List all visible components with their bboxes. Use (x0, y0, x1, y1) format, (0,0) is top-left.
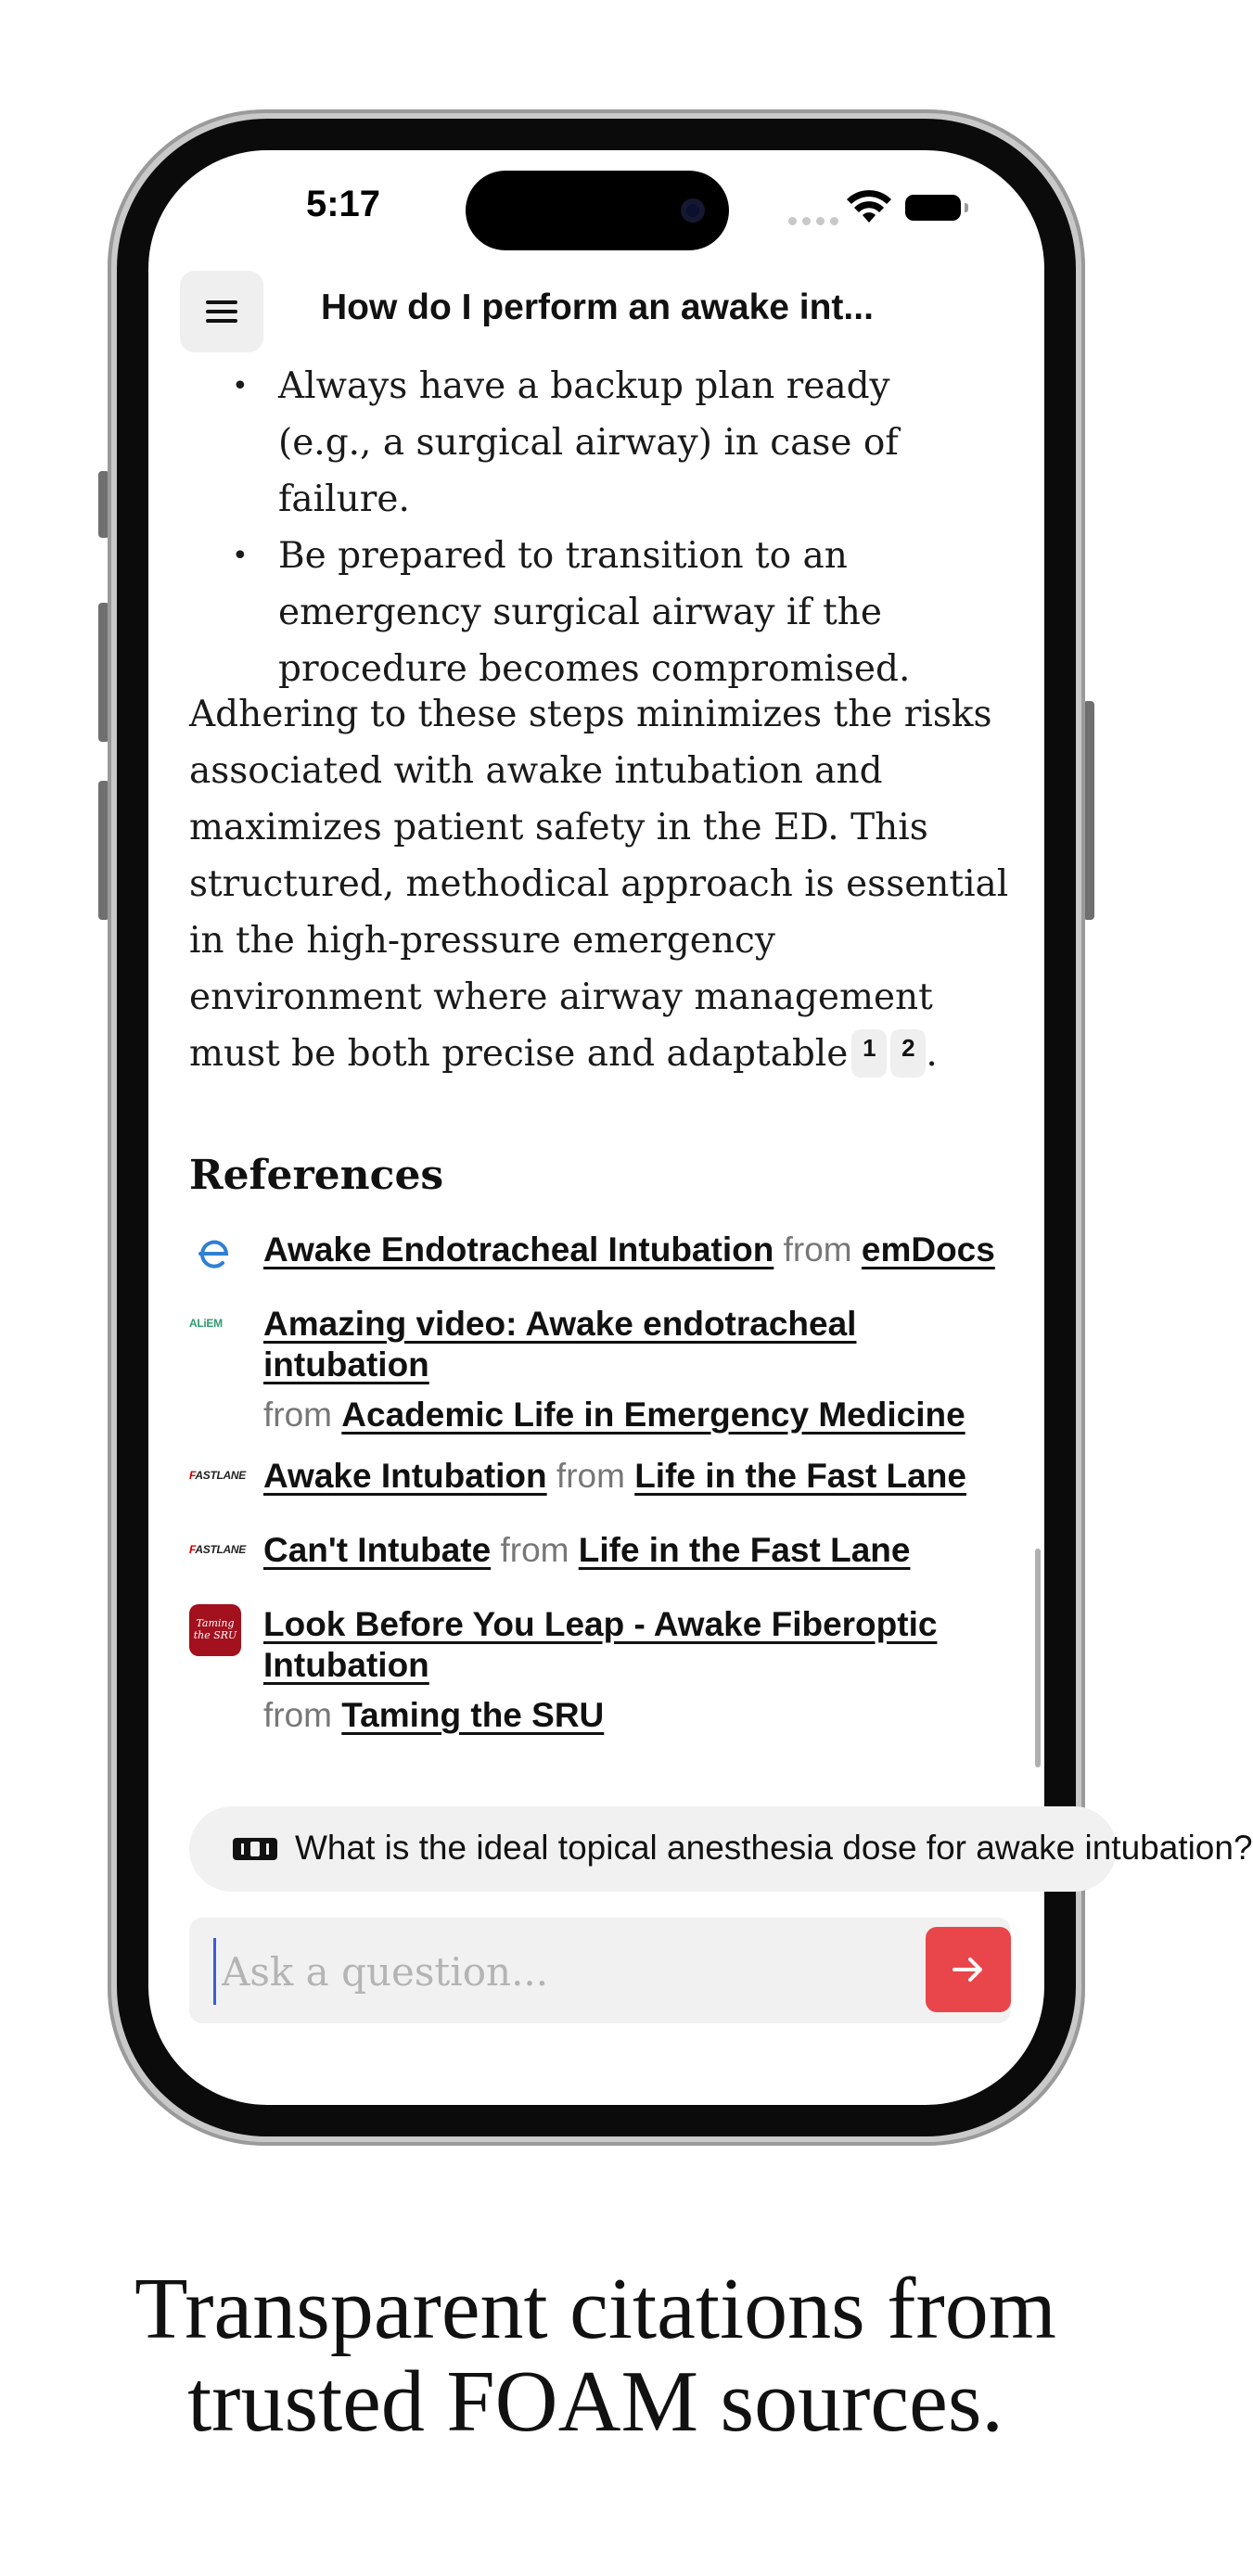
reference-source-link[interactable]: Taming the SRU (341, 1696, 605, 1734)
bullet-text: Be prepared to transition to an emergency surgical airway if the procedure becomes compromised. (278, 535, 911, 690)
aliem-logo-text: ALiEM (189, 1317, 223, 1330)
reference-title-link[interactable]: Can't Intubate (263, 1531, 492, 1569)
bullet-dot-icon: • (232, 370, 249, 402)
sru-logo-text: Taming the SRU (193, 1617, 237, 1641)
dynamic-island (466, 171, 729, 250)
answer-paragraph (189, 686, 1015, 1082)
reference-source-link[interactable]: emDocs (861, 1231, 995, 1269)
citation-badge-2[interactable]: 2 (890, 1029, 926, 1078)
front-camera (681, 198, 705, 223)
ask-question-input[interactable] (213, 1938, 928, 2005)
reference-source-link[interactable]: Life in the Fast Lane (634, 1457, 966, 1495)
life-in-the-fast-lane-logo-icon (189, 1530, 246, 1582)
from-label: from (263, 1696, 332, 1734)
menu-button[interactable] (180, 271, 263, 352)
from-label: from (556, 1457, 625, 1495)
life-in-the-fast-lane-logo-icon (189, 1456, 246, 1508)
question-cards-icon (232, 1836, 278, 1862)
aliem-logo-icon (189, 1304, 241, 1356)
bullet-dot-icon: • (232, 540, 249, 572)
answer-bullet-list (232, 358, 992, 697)
cellular-signal-icon (788, 213, 844, 230)
scroll-indicator[interactable] (1035, 1549, 1041, 1767)
phone-screen (148, 150, 1253, 2105)
bullet-text: Always have a backup plan ready (e.g., a surgical airway) in case of failure. (278, 365, 899, 520)
caption-line-1: Transparent citations from (134, 2261, 1056, 2357)
marketing-caption (0, 2263, 1191, 2448)
citation-badge-1[interactable]: 1 (851, 1029, 887, 1078)
suggestion-text: What is the ideal topical anesthesia dose for awake intubation? (295, 1829, 1253, 1867)
reference-title-link[interactable]: Look Before You Leap - Awake Fiberoptic Intubation (263, 1605, 938, 1684)
reference-source-link[interactable]: Academic Life in Emergency Medicine (341, 1396, 965, 1434)
references-heading: References (189, 1152, 444, 1199)
bullet-item (232, 358, 992, 528)
status-time: 5:17 (305, 184, 381, 224)
caption-line-2: trusted FOAM sources. (187, 2353, 1004, 2450)
reference-title-link[interactable]: Amazing video: Awake endotracheal intubation (263, 1305, 857, 1384)
wifi-icon (846, 189, 892, 226)
ask-bar (189, 1918, 1011, 2023)
battery-icon (905, 195, 961, 221)
suggested-question-chip[interactable] (189, 1806, 1253, 1892)
lifl-logo-text: FASTLANE (189, 1469, 246, 1482)
bullet-item (232, 528, 992, 697)
from-label: from (263, 1396, 332, 1434)
emdocs-logo-icon (189, 1228, 241, 1280)
reference-title-link[interactable]: Awake Intubation (263, 1457, 547, 1495)
lifl-logo-text: FASTLANE (189, 1543, 246, 1556)
reference-source-link[interactable]: Life in the Fast Lane (578, 1531, 911, 1569)
reference-title-link[interactable]: Awake Endotracheal Intubation (263, 1231, 774, 1269)
arrow-right-icon (951, 1952, 986, 1987)
from-label: from (500, 1531, 569, 1569)
taming-the-sru-logo-icon (189, 1604, 241, 1656)
paragraph-period: . (926, 1033, 938, 1075)
from-label: from (783, 1231, 852, 1269)
paragraph-text: Adhering to these steps minimizes the risks associated with awake intubation and maximizes patient safety in the ED. This structured, methodical approach is essential in the high-pressure emergency environment where airway management must be both precise and adaptable (189, 694, 1009, 1075)
send-button[interactable] (926, 1927, 1011, 2012)
chat-title: How do I perform an awake int... (321, 287, 874, 327)
